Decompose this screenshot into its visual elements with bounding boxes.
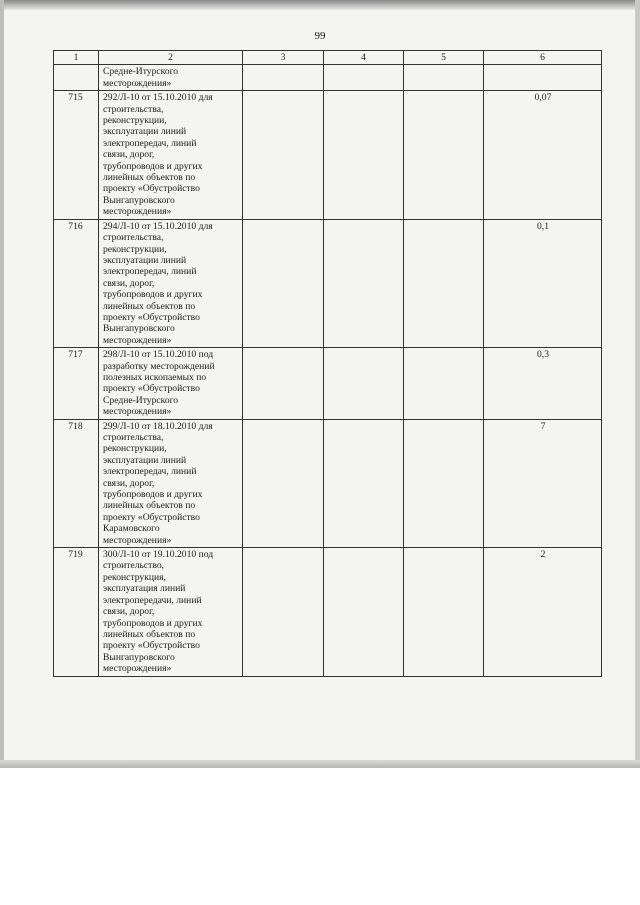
description-line: месторождения» (103, 534, 172, 546)
row-number-cell (54, 65, 99, 91)
description-line: связи, дорог, (103, 477, 155, 489)
table-row (54, 91, 602, 219)
description-line: Средне-Итурского (103, 66, 179, 78)
description-line: месторождения» (103, 663, 172, 675)
col5-cell (404, 548, 484, 676)
description-line: реконструкции, (103, 243, 167, 255)
col3-cell (243, 419, 324, 547)
description-line: электропередач, линий (103, 137, 197, 149)
description-line: реконструкции, (103, 115, 167, 127)
column-header: 1 (54, 51, 99, 65)
description-line: Карамовского (103, 523, 160, 535)
area-value-cell: 0,3 (484, 348, 602, 419)
area-value-cell: 0,07 (484, 91, 602, 219)
description-line: Вынгапуровского (103, 323, 175, 335)
document-description-cell (99, 65, 243, 91)
description-line: трубопроводов и других (103, 617, 203, 629)
description-line: Вынгапуровского (103, 651, 175, 663)
col3-cell (243, 65, 324, 91)
description-line: линейных объектов по (103, 172, 196, 184)
col5-cell (404, 219, 484, 347)
table-row (54, 65, 602, 91)
col3-cell (243, 219, 324, 347)
description-line: месторождения» (103, 77, 172, 89)
table-header-row (54, 51, 602, 65)
table-row (54, 348, 602, 419)
column-header: 4 (324, 51, 404, 65)
area-value-cell: 2 (484, 548, 602, 676)
row-number-cell: 718 (54, 419, 99, 547)
column-header: 6 (484, 51, 602, 65)
description-line: связи, дорог, (103, 277, 155, 289)
column-header: 3 (243, 51, 324, 65)
description-line: разработку месторождений (103, 360, 215, 372)
description-line: связи, дорог, (103, 606, 155, 618)
description-line: 300/Л-10 от 19.10.2010 под (103, 549, 214, 561)
column-header: 5 (404, 51, 484, 65)
description-line: связи, дорог, (103, 149, 155, 161)
col4-cell (324, 219, 404, 347)
document-description-cell (99, 419, 243, 547)
description-line: эксплуатация линий (103, 583, 186, 595)
description-line: электропередач, линий (103, 466, 197, 478)
table-row (54, 219, 602, 347)
description-line: месторождения» (103, 206, 172, 218)
description-line: реконструкция, (103, 571, 166, 583)
scan-edge-bottom (0, 760, 640, 768)
description-line: проекту «Обустройство (103, 511, 200, 523)
description-line: эксплуатации линий (103, 126, 187, 138)
row-number-cell: 716 (54, 219, 99, 347)
document-description-cell (99, 91, 243, 219)
scan-edge-right (635, 0, 640, 768)
page-number: 99 (314, 30, 326, 42)
description-line: линейных объектов по (103, 628, 196, 640)
col3-cell (243, 548, 324, 676)
scan-edge-top (0, 0, 640, 10)
col4-cell (324, 91, 404, 219)
row-number-cell: 717 (54, 348, 99, 419)
description-line: строительства, (103, 232, 164, 244)
description-line: 299/Л-10 от 18.10.2010 для (103, 420, 213, 432)
description-line: эксплуатации линий (103, 254, 187, 266)
col5-cell (404, 419, 484, 547)
scan-edge-left (0, 0, 4, 768)
description-line: строительства, (103, 103, 164, 115)
col4-cell (324, 348, 404, 419)
row-number-cell: 715 (54, 91, 99, 219)
description-line: проекту «Обустройство (103, 640, 200, 652)
description-line: трубопроводов и других (103, 160, 203, 172)
document-description-cell (99, 548, 243, 676)
document-description-cell (99, 348, 243, 419)
col4-cell (324, 65, 404, 91)
description-line: трубопроводов и других (103, 289, 203, 301)
description-line: Средне-Итурского (103, 394, 179, 406)
description-line: эксплуатации линий (103, 454, 187, 466)
land-plots-table (53, 50, 602, 677)
description-line: месторождения» (103, 334, 172, 346)
table-row (54, 548, 602, 676)
row-number-cell: 719 (54, 548, 99, 676)
col5-cell (404, 91, 484, 219)
area-value-cell: 0,1 (484, 219, 602, 347)
col5-cell (404, 348, 484, 419)
col3-cell (243, 91, 324, 219)
description-line: строительство, (103, 560, 165, 572)
description-line: 298/Л-10 от 15.10.2010 под (103, 349, 214, 361)
description-line: проекту «Обустройство (103, 183, 200, 195)
area-value-cell (484, 65, 602, 91)
col3-cell (243, 348, 324, 419)
description-line: 292/Л-10 от 15.10.2010 для (103, 92, 213, 104)
description-line: линейных объектов по (103, 500, 196, 512)
description-line: электропередач, линий (103, 266, 197, 278)
description-line: реконструкции, (103, 443, 167, 455)
description-line: полезных ископаемых по (103, 371, 207, 383)
document-description-cell (99, 219, 243, 347)
description-line: 294/Л-10 от 15.10.2010 для (103, 220, 213, 232)
description-line: проекту «Обустройство (103, 383, 200, 395)
description-line: строительства, (103, 432, 164, 443)
col4-cell (324, 419, 404, 547)
description-line: Вынгапуровского (103, 194, 175, 206)
description-line: месторождения» (103, 406, 172, 418)
description-line: электропередачи, линий (103, 594, 202, 606)
area-value-cell: 7 (484, 419, 602, 547)
col5-cell (404, 65, 484, 91)
table-row (54, 419, 602, 547)
description-line: трубопроводов и других (103, 489, 203, 501)
column-header: 2 (99, 51, 243, 65)
description-line: проекту «Обустройство (103, 311, 200, 323)
description-line: линейных объектов по (103, 300, 196, 312)
col4-cell (324, 548, 404, 676)
